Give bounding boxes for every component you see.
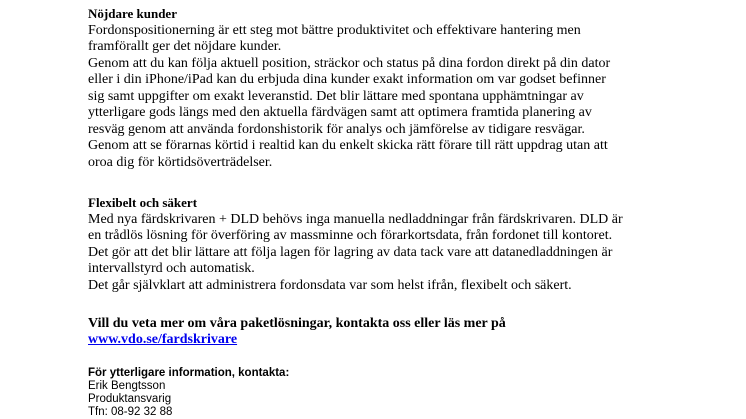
contact-block <box>88 367 728 419</box>
body-line: intervallstyrd och automatisk. <box>88 261 255 276</box>
website-link[interactable]: www.vdo.se/fardskrivare <box>88 332 238 347</box>
body-line: Med nya färdskrivaren + DLD behövs inga manuella nedladdningar från färdskrivaren. DLD är <box>88 211 623 227</box>
section-flexible-secure <box>88 195 728 294</box>
contact-phone: Tfn: 08-92 32 88 <box>88 406 173 418</box>
contact-name: Erik Bengtsson <box>88 380 166 392</box>
body-line: Det går självklart att administrera fordonsdata var som helst ifrån, flexibelt och säkert. <box>88 277 572 293</box>
body-line: framförallt ger det nöjdare kunder. <box>88 39 282 54</box>
body-line: Fordonspositionerning är ett steg mot bättre produktivitet och effektivare hantering men <box>88 22 581 38</box>
body-line: en trådlös lösning för överföring av massminne och förarkortsdata, från fordonet till kontoret. <box>88 228 613 243</box>
body-line: Det gör att det blir lättare att följa lagen för lagring av data tack vare att datanedladdningen är <box>88 244 613 260</box>
cta-text: Vill du veta mer om våra paketlösningar, kontakta oss eller läs mer på <box>88 316 506 331</box>
section-heading: Nöjdare kunder <box>88 6 177 21</box>
section-heading: Flexibelt och säkert <box>88 195 198 210</box>
contact-title: Produktansvarig <box>88 393 172 405</box>
body-line: sig samt uppgifter om exakt leveranstid. Det blir lättare med spontana upphämtningar av <box>88 88 584 104</box>
call-to-action <box>88 316 728 348</box>
body-line: resväg genom att använda fordonshistorik för analys och jämförelse av tidigare resvägar. <box>88 121 585 137</box>
body-line: Genom att se förarnas körtid i realtid kan du enkelt skicka rätt förare till rätt uppdrag utan att <box>88 138 608 153</box>
body-line: oroa dig för körtidsöverträdelser. <box>88 154 273 170</box>
contact-label: För ytterligare information, kontakta: <box>88 367 290 379</box>
section-satisfied-customers <box>88 6 728 171</box>
body-line: ytterligare gods längs med den aktuella färdvägen samt att optimera framtida planering av <box>88 105 592 120</box>
body-line: Genom att du kan följa aktuell position, sträckor och status på dina fordon direkt på din dator <box>88 55 611 71</box>
body-line: eller i din iPhone/iPad kan du erbjuda dina kunder exakt information om var godset befinner <box>88 72 606 87</box>
